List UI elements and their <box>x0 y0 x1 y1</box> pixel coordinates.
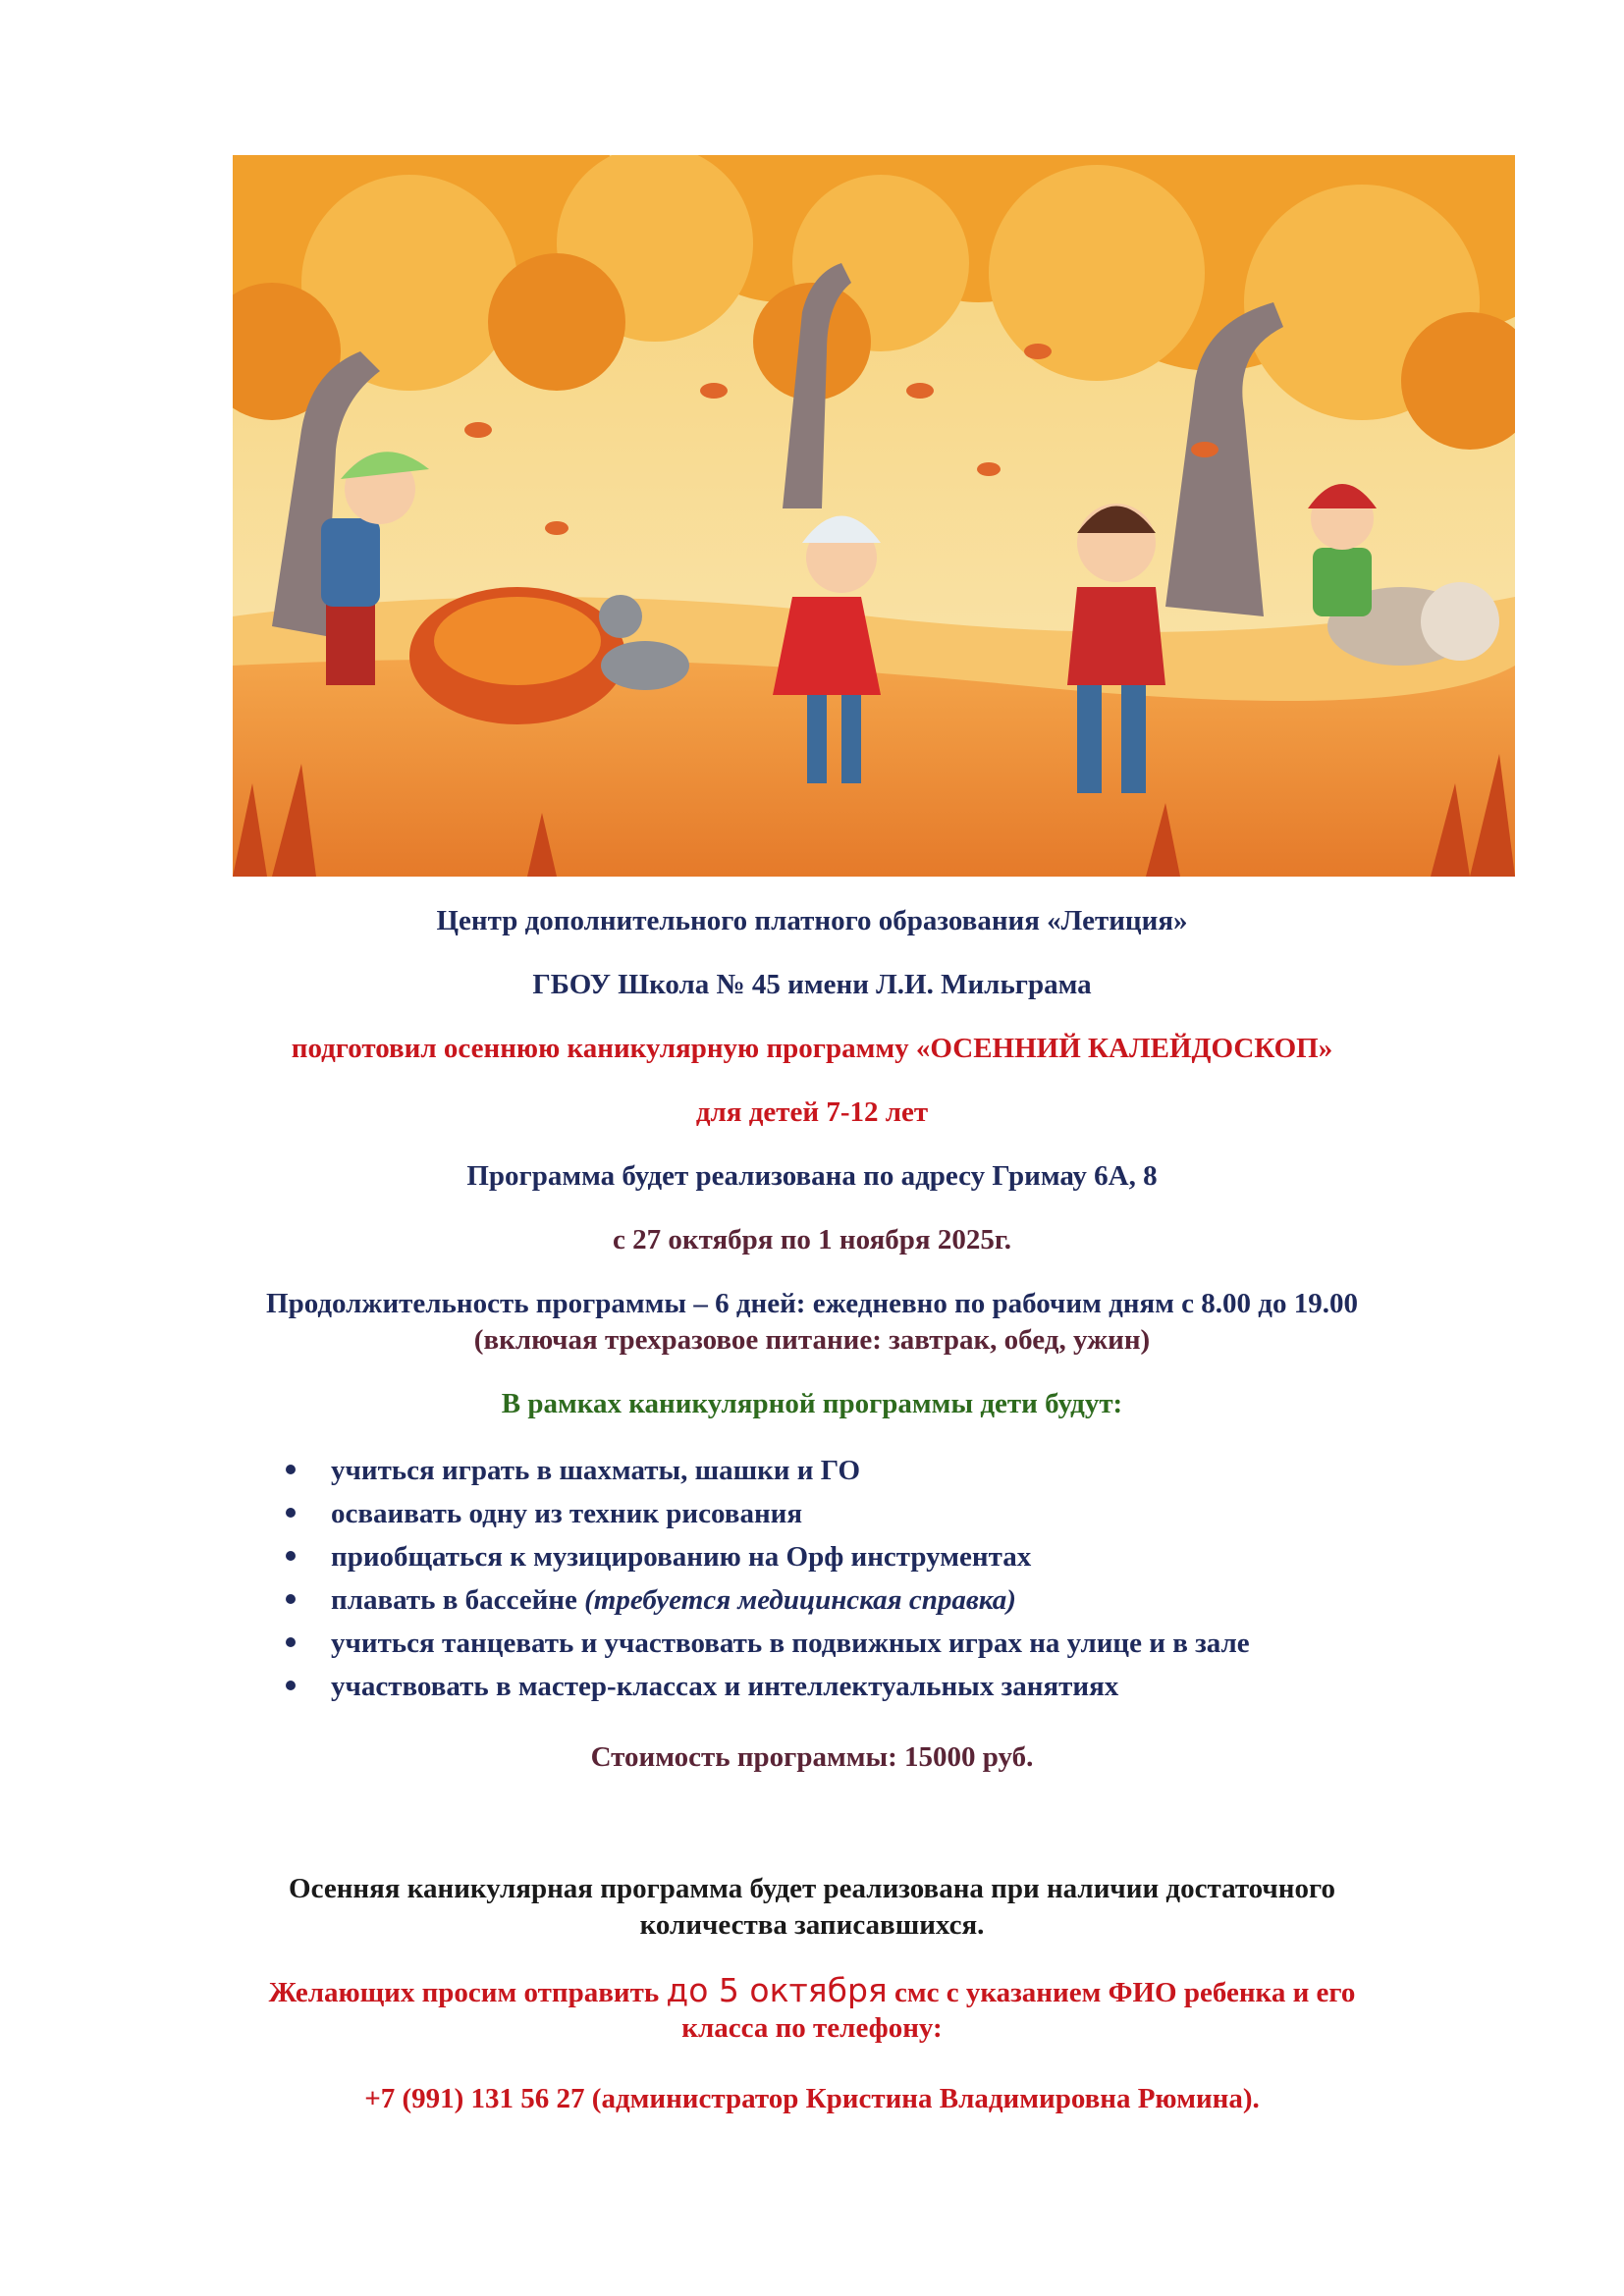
activities-list <box>282 1449 1250 1708</box>
activities-heading: В рамках каникулярной программы дети будут: <box>501 1388 1123 1419</box>
program-address: Программа будет реализована по адресу Гримау 6А, 8 <box>466 1160 1158 1192</box>
bullet-icon <box>286 1508 296 1518</box>
bullet-icon <box>286 1465 296 1474</box>
list-item: плавать в бассейне (требуется медицинская справка) <box>282 1578 1250 1622</box>
program-meals: (включая трехразовое питание: завтрак, обед, ужин) <box>473 1324 1151 1356</box>
list-item: осваивать одну из техник рисования <box>282 1492 1250 1535</box>
program-price: Стоимость программы: 15000 руб. <box>590 1741 1034 1773</box>
list-item: учиться играть в шахматы, шашки и ГО <box>282 1449 1250 1492</box>
program-announcement: подготовил осеннюю каникулярную программу «ОСЕННИЙ КАЛЕЙДОСКОП» <box>291 1033 1333 1064</box>
list-item: приобщаться к музицированию на Орф инструментах <box>282 1535 1250 1578</box>
bullet-icon <box>286 1681 296 1690</box>
program-dates: с 27 октября по 1 ноября 2025г. <box>613 1224 1011 1255</box>
list-item: учиться танцевать и участвовать в подвижных играх на улице и в зале <box>282 1622 1250 1665</box>
age-group: для детей 7-12 лет <box>695 1096 929 1128</box>
bullet-icon <box>286 1594 296 1604</box>
center-name: Центр дополнительного платного образования «Летиция» <box>436 905 1188 936</box>
bullet-icon <box>286 1637 296 1647</box>
signup-line-2: класса по телефону: <box>681 2012 943 2044</box>
bullet-icon <box>286 1551 296 1561</box>
contact-phone: +7 (991) 131 56 27 (администратор Кристина Владимировна Рюмина). <box>364 2083 1260 2114</box>
school-name: ГБОУ Школа № 45 имени Л.И. Мильграма <box>532 969 1092 1000</box>
list-item: участвовать в мастер-классах и интеллектуальных занятиях <box>282 1665 1250 1708</box>
program-duration: Продолжительность программы – 6 дней: ежедневно по рабочим дням с 8.00 до 19.00 <box>266 1288 1358 1319</box>
notice-line-2: количества записавшихся. <box>639 1909 985 1941</box>
medical-note: (требуется медицинская справка) <box>584 1584 1016 1616</box>
notice-line-1: Осенняя каникулярная программа будет реализована при наличии достаточного <box>289 1873 1335 1904</box>
autumn-illustration <box>233 155 1515 877</box>
signup-line-1: Желающих просим отправить до 5 октября смс с указанием ФИО ребенка и его <box>268 1971 1356 2009</box>
signup-deadline: до 5 октября <box>666 1971 888 2009</box>
